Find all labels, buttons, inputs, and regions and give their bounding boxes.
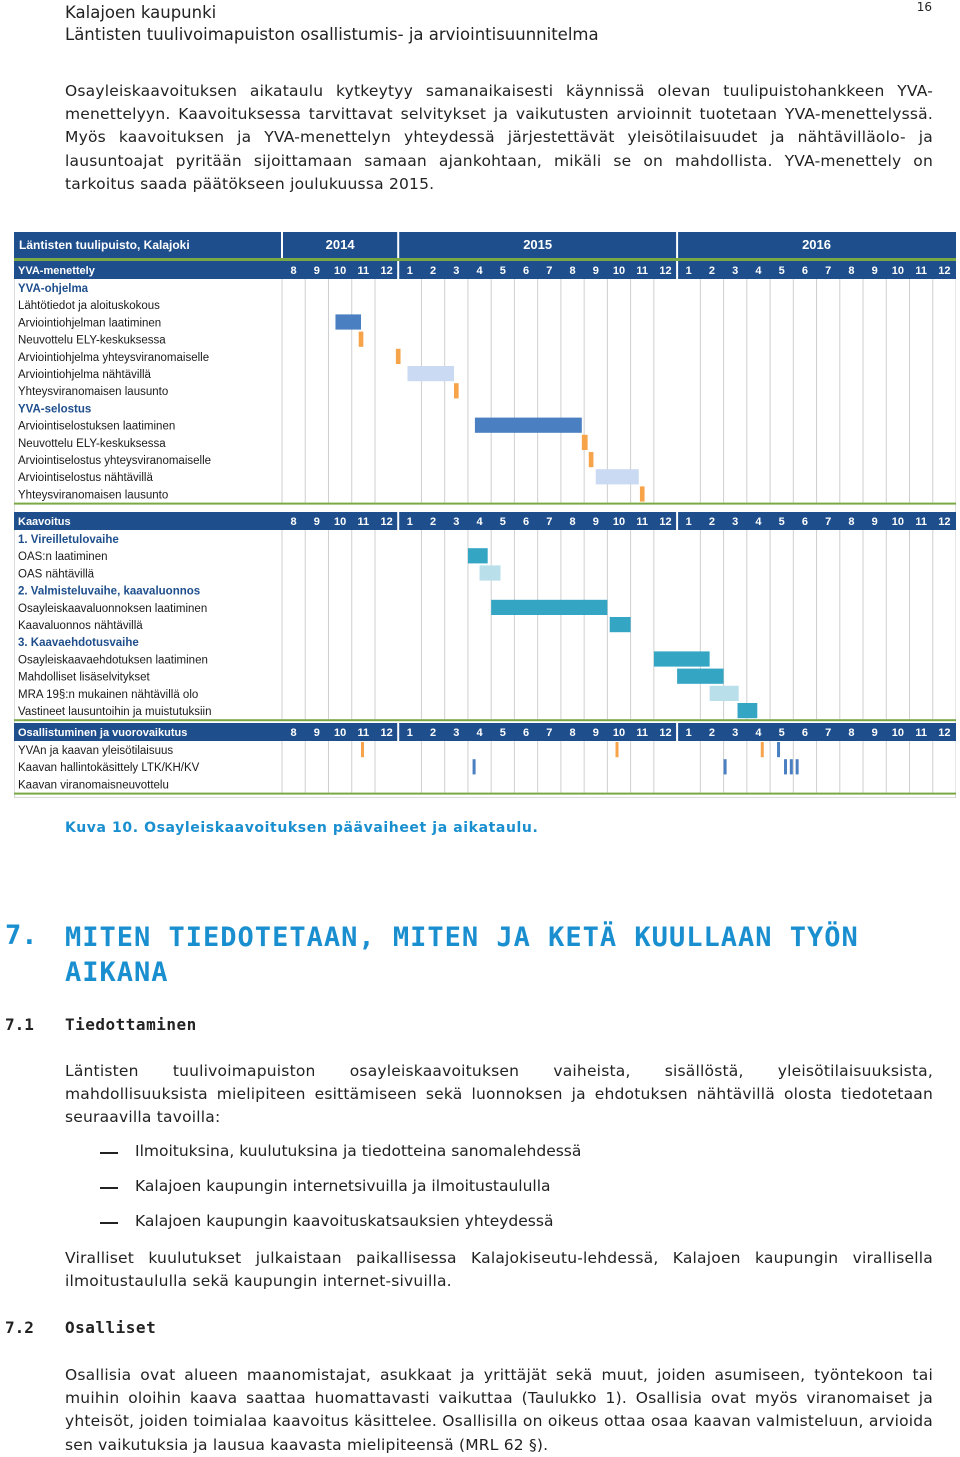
- gantt-bar: [724, 759, 727, 774]
- month-label: 8: [290, 727, 297, 739]
- row-label: MRA 19§:n mukainen nähtävillä olo: [18, 688, 199, 701]
- gantt-bar: [408, 366, 454, 381]
- row-heading: 1. Vireilletulovaihe: [18, 534, 119, 546]
- month-label: 12: [380, 516, 393, 528]
- month-label: 9: [313, 516, 320, 528]
- month-label: 9: [592, 516, 599, 528]
- month-label: 10: [612, 727, 626, 739]
- year-label: 2015: [523, 237, 553, 252]
- month-label: 2: [708, 265, 716, 277]
- month-label: 8: [848, 727, 855, 739]
- gantt-bar: [790, 759, 793, 774]
- row-label: Arviointiohjelma nähtävillä: [18, 369, 151, 381]
- gantt-bar: [777, 742, 780, 757]
- gantt-bar: [582, 435, 588, 450]
- row-label: Neuvottelu ELY-keskuksessa: [18, 334, 166, 347]
- gantt-bar: [796, 759, 799, 774]
- header-doc-title: Läntisten tuulivoimapuiston osallistumis- ja arviointisuunnitelma: [65, 25, 599, 44]
- month-label: 2: [430, 516, 437, 528]
- month-label: 5: [778, 265, 785, 277]
- month-label: 6: [801, 516, 808, 528]
- month-label: 3: [453, 265, 460, 277]
- month-label: 8: [290, 516, 297, 528]
- row-heading: 3. Kaavaehdotusvaihe: [18, 637, 139, 650]
- month-label: 5: [778, 727, 785, 739]
- section-7-title: MITEN TIEDOTETAAN, MITEN JA KETÄ KUULLAAN TYÖN AIKANA: [65, 922, 859, 988]
- gantt-bar: [396, 349, 401, 364]
- month-label: 1: [685, 727, 692, 739]
- row-label: Kaavaluonnos nähtävillä: [18, 620, 143, 632]
- row-label: Yhteysviranomaisen lausunto: [18, 489, 169, 502]
- row-heading: YVA-selostus: [18, 403, 92, 416]
- month-label: 10: [333, 516, 347, 528]
- month-label: 9: [313, 727, 320, 739]
- month-label: 1: [406, 727, 413, 739]
- month-label: 7: [825, 265, 832, 277]
- month-label: 3: [732, 727, 739, 739]
- month-label: 11: [357, 727, 370, 739]
- month-label: 7: [546, 516, 553, 528]
- month-label: 2: [708, 727, 716, 739]
- month-label: 4: [476, 516, 483, 528]
- gantt-bar: [677, 669, 723, 684]
- row-label: OAS:n laatiminen: [18, 551, 108, 564]
- chart-title: Läntisten tuulipuisto, Kalajoki: [19, 238, 190, 252]
- month-label: 11: [636, 516, 649, 528]
- gantt-bar: [761, 742, 764, 757]
- year-label: 2016: [802, 237, 832, 252]
- dash-icon: [100, 1152, 118, 1154]
- month-label: 5: [778, 516, 785, 528]
- dash-icon: [100, 1222, 118, 1224]
- month-label: 5: [499, 727, 506, 739]
- section-header-bar: [14, 261, 956, 279]
- gantt-bar: [640, 486, 645, 501]
- month-label: 3: [732, 265, 739, 277]
- month-label: 11: [915, 516, 927, 528]
- month-label: 11: [636, 727, 649, 739]
- row-label: YVAn ja kaavan yleisötilaisuus: [18, 745, 174, 757]
- section-header-label: Kaavoitus: [18, 516, 71, 528]
- month-label: 10: [333, 265, 347, 277]
- row-label: Yhteysviranomaisen lausunto: [18, 386, 169, 399]
- month-label: 12: [659, 727, 672, 739]
- intro-paragraph: Osayleiskaavoituksen aikataulu kytkeytyy samanaikaisesti käynnissä olevan tuulipuistohankkeen YVA-menettelyyn. Kaavoituksessa tarvittavat selvitykset ja vaikutusten arvioinnit tuotetaan YVA-menettelyssä. Myös kaavoituksen ja YVA-menettelyn yhteydessä järjestettävät yleisötilaisuudet ja nähtävilläolo- ja lausuntoajat pyritään sijoittamaan samaan ajankohtaan, mikäli se on mahdollista. YVA-menettely on tarkoitus saada päätökseen joulukuussa 2015.: [65, 82, 933, 193]
- row-heading: 2. Valmisteluvaihe, kaavaluonnos: [18, 585, 201, 598]
- row-label: Lähtötiedot ja aloituskokous: [18, 300, 160, 313]
- gantt-bar: [710, 686, 739, 701]
- month-label: 6: [801, 265, 808, 277]
- gantt-chart: [14, 232, 956, 798]
- gantt-bar: [738, 703, 758, 718]
- section-72-title: Osalliset: [65, 1318, 157, 1337]
- month-label: 5: [499, 265, 506, 277]
- row-label: Mahdolliset lisäselvitykset: [18, 671, 150, 684]
- month-label: 4: [755, 265, 762, 277]
- month-label: 9: [871, 516, 878, 528]
- month-label: 1: [406, 516, 413, 528]
- month-label: 4: [755, 516, 762, 528]
- month-label: 7: [825, 516, 832, 528]
- month-label: 8: [569, 265, 576, 277]
- gantt-bar: [468, 548, 488, 563]
- month-label: 12: [938, 516, 951, 528]
- row-label: Osayleiskaavaluonnoksen laatiminen: [18, 602, 208, 615]
- bullet-text: Kalajoen kaupungin kaavoituskatsauksien yhteydessä: [135, 1212, 554, 1230]
- month-label: 11: [357, 516, 370, 528]
- gantt-bar: [784, 759, 787, 774]
- month-label: 8: [569, 727, 576, 739]
- section-71-paragraph: Läntisten tuulivoimapuiston osayleiskaavoituksen vaiheista, sisällöstä, yleisötilaisuuksista, mahdollisuuksista mielipiteen esittämiseen sekä luonnoksen ja ehdotuksen nähtävillä olosta tiedotetaan seuraavilla tavoilla:: [65, 1062, 933, 1127]
- gantt-bar: [654, 651, 710, 666]
- month-label: 9: [313, 265, 320, 277]
- page-number: 16: [916, 0, 932, 14]
- gantt-bar: [480, 565, 501, 580]
- month-label: 12: [380, 727, 393, 739]
- month-label: 1: [685, 265, 692, 277]
- gantt-bar: [596, 469, 639, 484]
- header-org: Kalajoen kaupunki: [65, 3, 217, 22]
- figure-caption: Kuva 10. Osayleiskaavoituksen päävaiheet ja aikataulu.: [65, 820, 539, 836]
- section-underline: [14, 503, 956, 505]
- bullet-text: Ilmoituksina, kuulutuksina ja tiedotteina sanomalehdessä: [135, 1142, 582, 1160]
- section-72-number: 7.2: [5, 1318, 34, 1337]
- row-label: Arviointiselostus yhteysviranomaiselle: [18, 455, 212, 467]
- row-label: OAS nähtävillä: [18, 568, 95, 581]
- month-label: 2: [430, 727, 437, 739]
- section-header-label: YVA-menettely: [18, 265, 95, 277]
- gantt-bar: [473, 759, 476, 774]
- gantt-bar: [361, 742, 364, 757]
- month-label: 1: [685, 516, 692, 528]
- bullet-text: Kalajoen kaupungin internetsivuilla ja ilmoitustaululla: [135, 1177, 551, 1195]
- month-label: 9: [871, 727, 878, 739]
- month-label: 12: [938, 265, 951, 277]
- month-label: 7: [546, 265, 553, 277]
- gantt-bar: [359, 332, 364, 347]
- month-label: 10: [891, 265, 905, 277]
- section-7-number: 7.: [5, 920, 38, 951]
- month-label: 3: [732, 516, 739, 528]
- month-label: 9: [592, 727, 599, 739]
- month-label: 11: [915, 727, 927, 739]
- section-header-label: Osallistuminen ja vuorovaikutus: [18, 727, 188, 739]
- month-label: 7: [825, 727, 832, 739]
- month-label: 11: [915, 265, 927, 277]
- section-72-paragraph: Osallisia ovat alueen maanomistajat, asukkaat ja yrittäjät sekä muut, joiden asumiseen, työntekoon tai muihin oloihin kaava saattaa huomattavasti vaikuttaa (Taulukko 1). Osallisia ovat myös viranomaiset ja yhteisöt, joiden toimialaa kaavoitus käsittelee. Osallisilla on oikeus ottaa osaa kaavan valmisteluun, arvioida sen vaikutuksia ja lausua kaavasta mielipiteensä (MRL 62 §).: [65, 1366, 933, 1454]
- month-label: 8: [848, 516, 855, 528]
- month-label: 12: [380, 265, 393, 277]
- section-header-bar: [14, 512, 956, 530]
- month-label: 8: [290, 265, 297, 277]
- month-label: 12: [659, 265, 672, 277]
- row-label: Kaavan viranomaisneuvottelu: [18, 779, 169, 792]
- month-label: 7: [546, 727, 553, 739]
- section-71-title: Tiedottaminen: [65, 1015, 197, 1034]
- gantt-bar: [475, 418, 582, 433]
- gantt-bar: [610, 617, 631, 632]
- month-label: 1: [406, 265, 413, 277]
- month-label: 9: [871, 265, 878, 277]
- row-label: Arviointiselostuksen laatiminen: [18, 420, 176, 433]
- month-label: 10: [333, 727, 347, 739]
- month-label: 8: [569, 516, 576, 528]
- month-label: 4: [476, 727, 483, 739]
- month-label: 11: [636, 265, 649, 277]
- gantt-bar: [491, 600, 607, 615]
- row-label: Arviointiselostus nähtävillä: [18, 472, 153, 485]
- row-label: Neuvottelu ELY-keskuksessa: [18, 437, 166, 450]
- month-label: 10: [612, 265, 626, 277]
- gantt-bar: [335, 314, 361, 329]
- month-label: 2: [708, 516, 716, 528]
- row-heading: YVA-ohjelma: [18, 283, 89, 295]
- month-label: 12: [659, 516, 672, 528]
- month-label: 10: [891, 516, 905, 528]
- month-label: 6: [801, 727, 808, 739]
- gantt-bar: [589, 452, 594, 467]
- month-label: 3: [453, 727, 460, 739]
- month-label: 2: [430, 265, 437, 277]
- month-label: 4: [476, 265, 483, 277]
- month-label: 10: [612, 516, 626, 528]
- row-label: Kaavan hallintokäsittely LTK/KH/KV: [18, 762, 200, 775]
- month-label: 11: [357, 265, 370, 277]
- section-underline: [14, 793, 956, 795]
- gantt-bar: [454, 383, 459, 398]
- row-label: Vastineet lausuntoihin ja muistutuksiin: [18, 706, 212, 718]
- row-label: Osayleiskaavaehdotuksen laatiminen: [18, 654, 208, 667]
- dash-icon: [100, 1187, 118, 1189]
- gantt-bar: [616, 742, 619, 757]
- month-label: 6: [522, 516, 530, 528]
- month-label: 5: [499, 516, 506, 528]
- month-label: 12: [938, 727, 951, 739]
- row-label: Arviointiohjelman laatiminen: [18, 317, 162, 330]
- month-label: 4: [755, 727, 762, 739]
- year-label: 2014: [325, 237, 355, 252]
- row-label: Arviointiohjelma yhteysviranomaiselle: [18, 351, 210, 364]
- month-label: 6: [522, 727, 530, 739]
- month-label: 10: [891, 727, 905, 739]
- month-label: 3: [453, 516, 460, 528]
- month-label: 6: [522, 265, 530, 277]
- section-underline: [14, 719, 956, 721]
- month-label: 8: [848, 265, 855, 277]
- year-underline: [14, 258, 956, 261]
- section-71-closing: Viralliset kuulutukset julkaistaan paikallisessa Kalajokiseutu-lehdessä, Kalajoen kaupungin virallisella ilmoitustaululla sekä kaupungin internet-sivuilla.: [65, 1249, 933, 1291]
- section-71-number: 7.1: [5, 1015, 34, 1034]
- month-label: 9: [592, 265, 599, 277]
